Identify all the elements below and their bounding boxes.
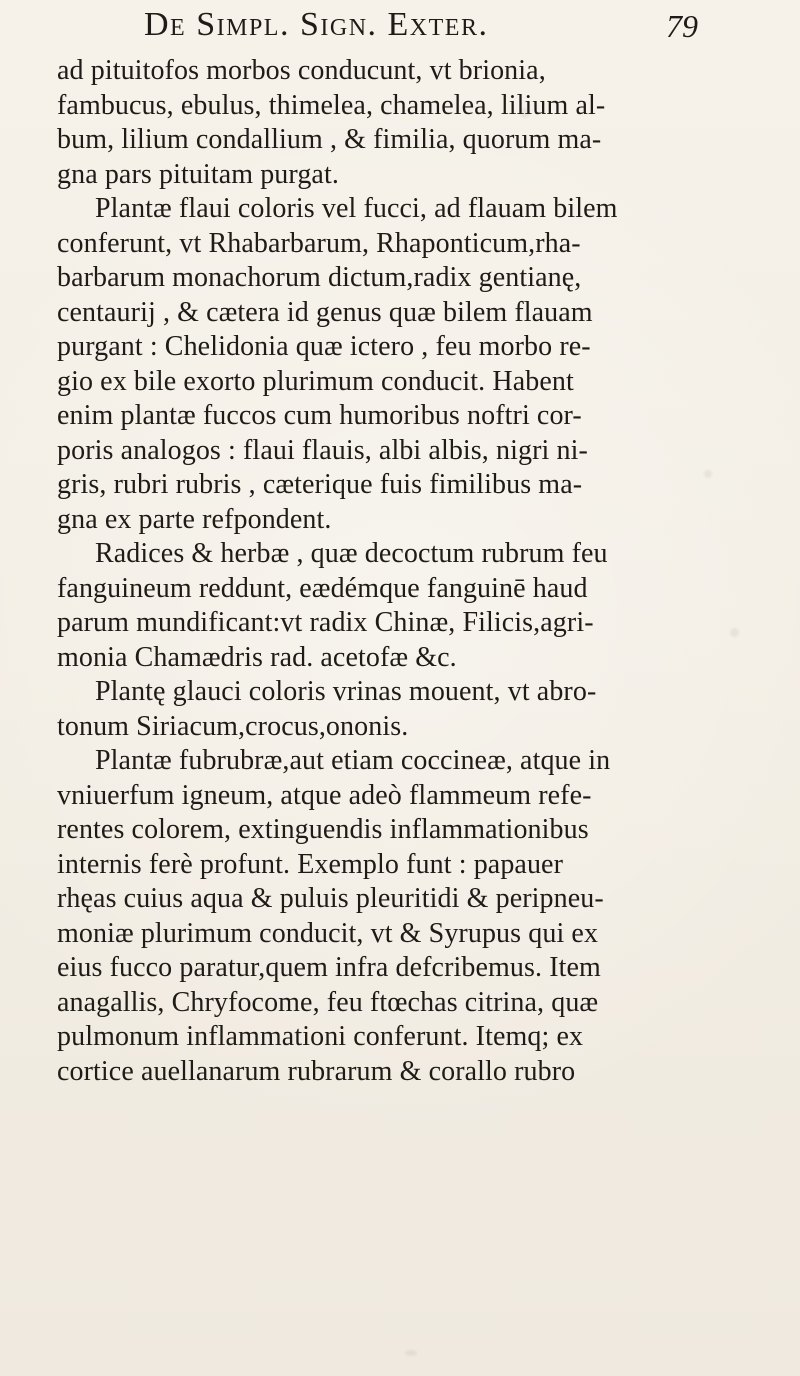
text-line-23: rentes colorem, extinguendis inflammationibus xyxy=(57,814,589,845)
text-line-18: monia Chamædris rad. acetofæ &c. xyxy=(57,641,457,673)
page-number: 79 xyxy=(666,8,698,44)
text-line-25: rhęas cuius aqua & puluis pleuritidi & peripneu- xyxy=(57,883,604,914)
text-line-12: poris analogos : flaui flauis, albi albis, nigri ni- xyxy=(57,434,588,466)
paper-spot xyxy=(405,1350,417,1356)
text-line-24: internis ferè profunt. Exemplo funt : papauer xyxy=(57,848,563,880)
text-line-1: ad pituitofos morbos conducunt, vt brionia, xyxy=(57,55,546,86)
text-line-5: Plantæ flaui coloris vel fucci, ad flauam bilem xyxy=(95,193,618,224)
text-line-3: bum, lilium condallium , & fimilia, quorum ma- xyxy=(57,124,602,155)
text-line-22: vniuerfum igneum, atque adeò flammeum refe- xyxy=(57,779,592,811)
main-text xyxy=(57,54,757,1089)
text-line-21: Plantæ fubrubræ,aut etiam coccineæ, atque in xyxy=(95,745,611,776)
text-line-17: parum mundificant:vt radix Chinæ, Filicis,agri- xyxy=(57,607,594,638)
text-line-19: Plantę glauci coloris vrinas mouent, vt abro- xyxy=(95,676,597,707)
text-line-8: centaurij , & cætera id genus quæ bilem flauam xyxy=(57,296,593,328)
text-line-29: pulmonum inflammationi conferunt. Itemq; ex xyxy=(57,1021,584,1052)
text-line-20: tonum Siriacum,crocus,ononis. xyxy=(57,710,409,742)
text-line-10: gio ex bile exorto plurimum conducit. Habent xyxy=(57,365,574,397)
text-line-11: enim plantæ fuccos cum humoribus noftri cor- xyxy=(57,400,582,431)
text-line-7: barbarum monachorum dictum,radix gentianę, xyxy=(57,262,582,293)
text-line-30: cortice auellanarum rubrarum & corallo rubro xyxy=(57,1055,576,1087)
text-line-26: moniæ plurimum conducit, vt & Syrupus qui ex xyxy=(57,917,599,949)
text-line-13: gris, rubri rubris , cæterique fuis fimilibus ma- xyxy=(57,469,583,500)
text-line-15: Radices & herbæ , quæ decoctum rubrum feu xyxy=(95,538,608,569)
page-header xyxy=(108,8,708,54)
text-line-9: purgant : Chelidonia quæ ictero , feu morbo re- xyxy=(57,331,591,362)
text-line-2: fambucus, ebulus, thimelea, chamelea, lilium al- xyxy=(57,89,606,121)
text-line-4: gna pars pituitam purgat. xyxy=(57,158,339,190)
text-line-6: conferunt, vt Rhabarbarum, Rhaponticum,rha- xyxy=(57,227,581,259)
text-line-27: eius fucco paratur,quem infra defcribemus. Item xyxy=(57,952,601,983)
text-line-14: gna ex parte refpondent. xyxy=(57,503,332,535)
text-line-16: fanguineum reddunt, eædémque fanguinē haud xyxy=(57,572,588,604)
text-line-28: anagallis, Chryfocome, feu ftœchas citrina, quæ xyxy=(57,986,599,1018)
running-head: De Simpl. Sign. Exter. xyxy=(144,6,489,43)
